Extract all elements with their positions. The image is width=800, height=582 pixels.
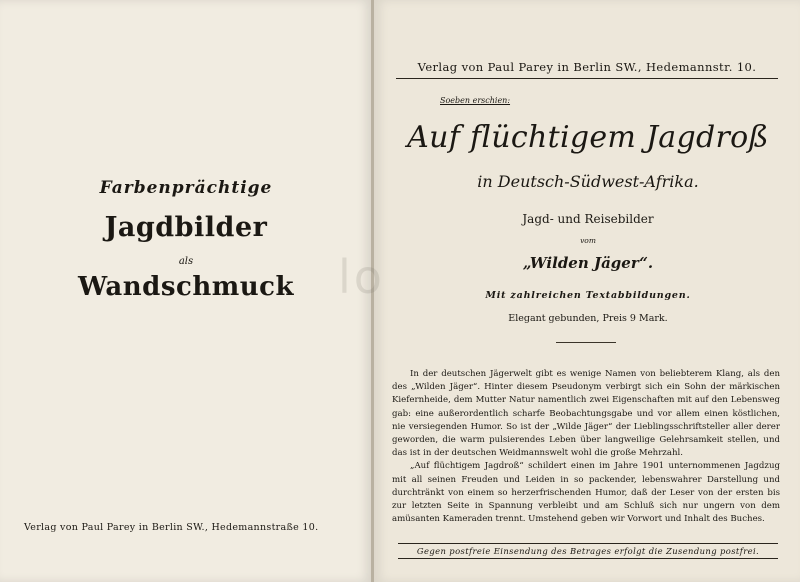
price-line: Elegant gebunden, Preis 9 Mark. <box>508 313 668 324</box>
book-title: Auf flüchtigem Jagdroß <box>407 120 769 155</box>
left-heading-line3: als <box>178 256 194 267</box>
left-heading-line4: Wandschmuck <box>77 272 294 302</box>
body-paragraph-1: In der deutschen Jägerwelt gibt es wenige Namen von beliebterem Klang, als den des „Wilden Jäger“. Hinter diesem Pseudonym verbirgt sich ein Sohn der märkischen Kiefernheide, dem Mutter Natur namentlich zwei Eigenschaften mit auf den Lebensweg gab: eine außerordentlich scharfe Beobachtungsgabe und vor allem einen köstlichen, nie versiegenden Humor. So ist der „Wilde Jäger“ der Lieblingsschriftsteller aller derer geworden, die warm pulsierendes Leben über langweilige Gelehrsamkeit stellen, und das ist in der deutschen Weidmannswelt wohl die große Mehrzahl. <box>392 369 780 459</box>
soeben-label: Soeben erschien: <box>440 96 511 105</box>
divider-rule <box>556 342 616 343</box>
publisher-header: Verlag von Paul Parey in Berlin SW., Hedemannstr. 10. <box>396 56 778 79</box>
body-text <box>392 368 780 526</box>
shipping-note: Gegen postfreie Einsendung des Betrages erfolgt die Zusendung postfrei. <box>398 543 778 559</box>
watermark: lo <box>338 250 385 304</box>
author-name: „Wilden Jäger“. <box>522 254 654 272</box>
left-heading-line1: Farbenprächtige <box>99 178 273 198</box>
book-genre: Jagd- und Reisebilder <box>522 212 654 226</box>
left-heading-line2: Jagdbilder <box>104 212 268 243</box>
by-word: vom <box>580 236 596 245</box>
book-subtitle: in Deutsch-Südwest-Afrika. <box>477 172 699 191</box>
body-paragraph-2: „Auf flüchtigem Jagdroß“ schildert einen im Jahre 1901 unternommenen Jagdzug mit all seinen Freuden und Leiden in so packender, lebenswahrer Darstellung und durchtränkt von einem so herzerfrischenden Humor, daß der Leser von der ersten bis zur letzten Seite in Spannung verbleibt und am Schluß sich nur ungern von dem amüsanten Kameraden trennt. Umstehend geben wir Vorwort und Inhalt des Buches. <box>392 461 780 525</box>
left-publisher-footer: Verlag von Paul Parey in Berlin SW., Hedemannstraße 10. <box>24 522 319 533</box>
left-page <box>0 0 372 582</box>
right-page <box>374 0 800 582</box>
illustrations-note: Mit zahlreichen Textabbildungen. <box>485 290 691 301</box>
